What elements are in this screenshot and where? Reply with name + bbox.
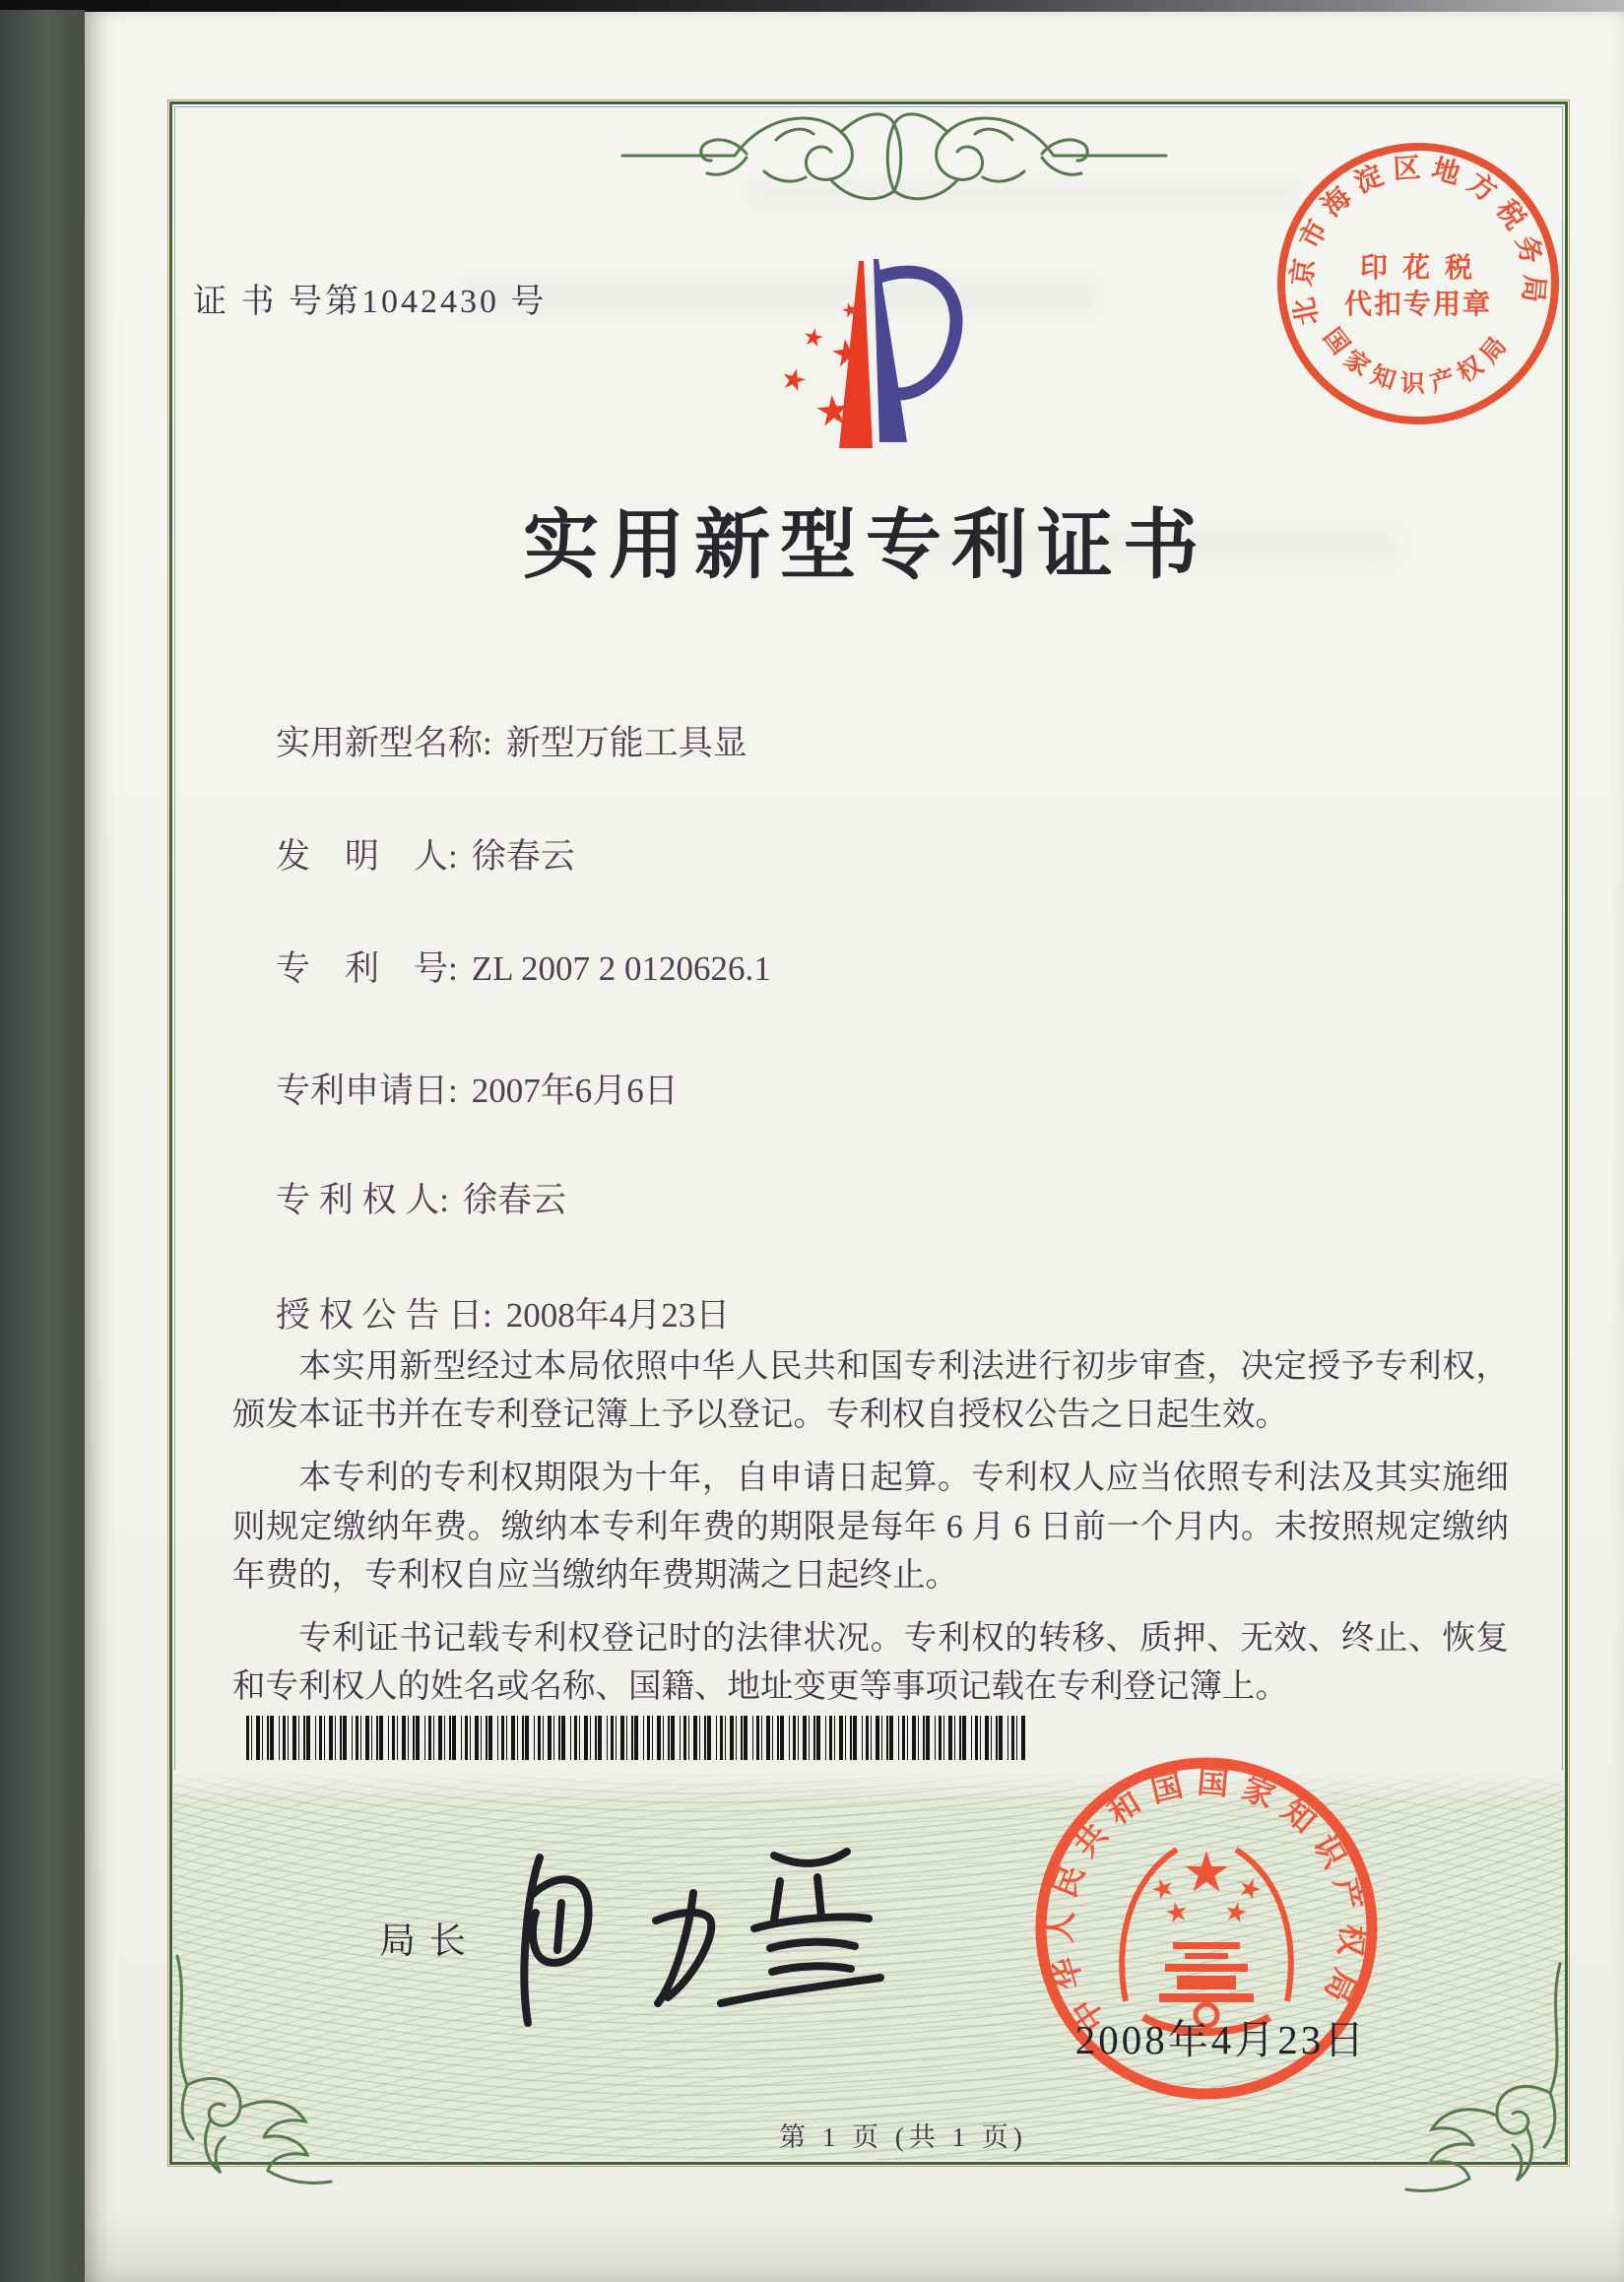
commissioner-handwritten-signature: [463, 1830, 886, 2047]
book-spine: [0, 10, 85, 2282]
svg-text:国家知识产权局: [1318, 323, 1517, 398]
field-label: 专 利 权 人:: [276, 1181, 449, 1219]
certificate-number: 证 书 号第1042430 号: [193, 284, 548, 320]
field-label: 专 利 号:: [276, 949, 458, 988]
field-label: 发 明 人:: [276, 837, 458, 876]
commissioner-title-label: 局长: [379, 1922, 480, 1962]
field-value: 新型万能工具显: [505, 724, 747, 762]
field-row-utility-model-name: [276, 716, 747, 765]
tax-stamp-center-line1: 印 花 税: [1359, 253, 1477, 284]
field-value: ZL 2007 2 0120626.1: [471, 949, 771, 988]
seal-issue-date: 2008年4月23日: [1074, 2017, 1368, 2062]
paragraph-register: 专利证书记载专利权登记时的法律状况。专利权的转移、质押、无效、终止、恢复和专利权人的姓名或名称、国籍、地址变更等事项记载在专利登记簿上。: [232, 1620, 1509, 1706]
legal-text-block: [232, 1342, 1509, 1727]
corner-flourish-ornament: [165, 1952, 335, 2200]
paragraph-term-fees: 本专利的专利权期限为十年，自申请日起算。专利权人应当依照专利法及其实施细则规定缴纳年费。缴纳本专利年费的期限是每年 6 月 6 日前一个月内。未按照规定缴纳年费的，专利权自应当缴纳年费期满之日起终止。: [232, 1460, 1509, 1594]
field-label: 实用新型名称:: [276, 724, 492, 762]
field-label: 专利申请日:: [276, 1072, 458, 1110]
tax-stamp-arc-bottom-text: 国家知识产权局: [1317, 323, 1518, 399]
page-number-footer: 第 1 页 (共 1 页): [779, 2122, 1027, 2152]
field-value: 2008年4月23日: [505, 1296, 731, 1335]
barcode: [246, 1716, 1026, 1760]
field-value: 2007年6月6日: [471, 1072, 679, 1110]
field-row-inventor: [276, 829, 575, 879]
national-emblem: [1122, 1850, 1291, 2032]
top-flourish-ornament: [618, 85, 1170, 232]
certificate-title: 实用新型专利证书: [523, 503, 1208, 588]
tax-stamp-center-line2: 代扣专用章: [1343, 290, 1493, 320]
sipo-logo: [747, 239, 987, 468]
field-row-grant-date: [276, 1288, 730, 1337]
seal-arc-text: 中华人民共和国国家知识产权局: [1042, 1763, 1372, 2039]
field-row-patentee: [276, 1173, 566, 1222]
field-value: 徐春云: [462, 1181, 566, 1219]
tax-stamp-seal: [1267, 132, 1570, 435]
scan-top-edge: [0, 0, 1624, 12]
field-value: 徐春云: [471, 837, 575, 876]
corner-flourish-ornament: [1402, 1960, 1572, 2208]
paragraph-grant: 本实用新型经过本局依照中华人民共和国专利法进行初步审查，决定授予专利权，颁发本证书并在专利登记簿上予以登记。专利权自授权公告之日起生效。: [232, 1348, 1509, 1434]
field-label: 授 权 公 告 日:: [276, 1296, 492, 1335]
tax-stamp-arc-top-text: 北京市海淀区地方税务局: [1286, 153, 1550, 329]
field-row-filing-date: [276, 1064, 679, 1113]
field-row-patent-number: [276, 942, 771, 991]
scan-bottom-shadow: [85, 2213, 1624, 2282]
